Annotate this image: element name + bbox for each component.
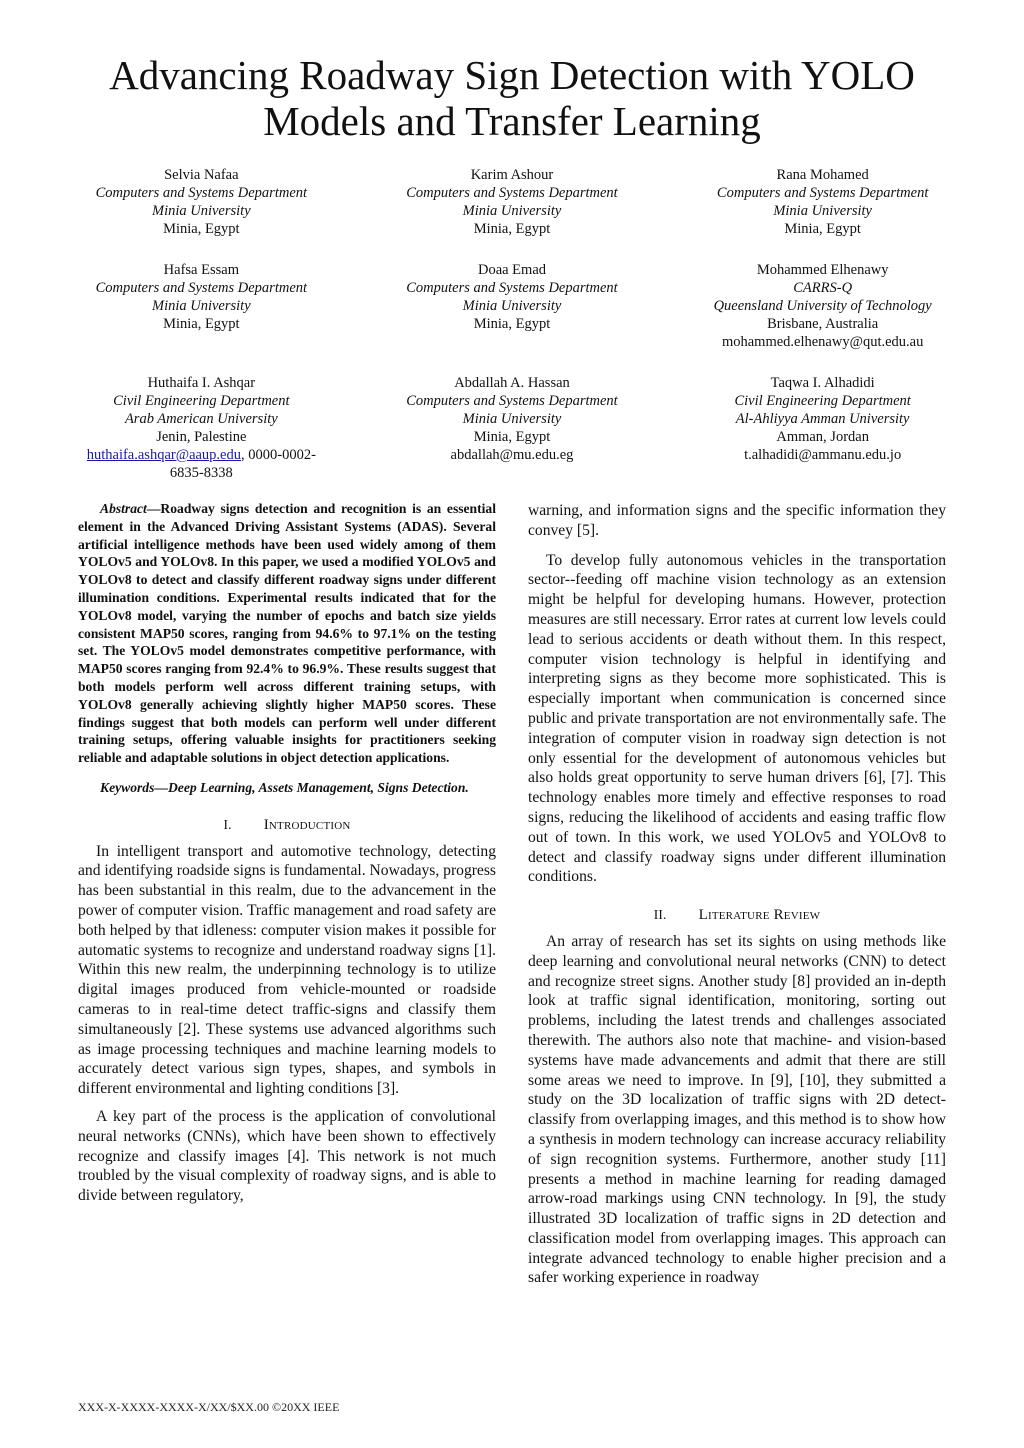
author-contact xyxy=(46,446,357,464)
author-org: Minia University xyxy=(462,411,562,427)
author-dept: Computers and Systems Department xyxy=(95,185,308,201)
right-column xyxy=(528,501,946,1288)
title-line-2: Models and Transfer Learning xyxy=(263,98,761,144)
author-name: Huthaifa I. Ashqar xyxy=(147,375,256,391)
author-block xyxy=(667,166,978,238)
author-orcid-cont: 6835-8338 xyxy=(169,465,233,481)
author-email: mohammed.elhenawy@qut.edu.au xyxy=(721,334,924,350)
right-paragraph-2: To develop fully autonomous vehicles in the transportation sector--feeding off machine vision technology as an extension might be helpful for developing humans. However, protection measures are still necessary. Error rates at current low levels could lead to serious accidents or death without them. In this respect, computer vision technology is helpful in identifying and interpreting signs as they become more sophisticated. This is especially important when communication is concerned since public and private transportation are not environmentally safe. The integration of computer vision in roadway sign detection is not only essential for the development of autonomous vehicles but also holds great opportunity to serve human drivers [6], [7]. This technology enables more timely and effective responses to road signs, reducing the likelihood of accidents and easing traffic flow out of town. In this work, we used YOLOv5 and YOLOv8 to detect and classify roadway signs under different illumination conditions. xyxy=(528,551,946,886)
intro-paragraph-2: A key part of the process is the application of convolutional neural networks (CNNs), which have been shown to effectively recognize and classify images [4]. This network is not much troubled by the visual complexity of roadway signs, and is able to divide between regulatory, xyxy=(78,1107,496,1205)
author-name: Selvia Nafaa xyxy=(164,167,239,183)
author-name: Doaa Emad xyxy=(477,262,547,278)
author-name: Karim Ashour xyxy=(470,167,554,183)
author-org: Al-Ahliyya Amman University xyxy=(735,411,910,427)
author-block xyxy=(46,374,357,482)
author-dept: CARRS-Q xyxy=(793,280,853,296)
section-title: Introduction xyxy=(263,816,351,833)
author-email: abdallah@mu.edu.eg xyxy=(450,447,574,463)
right-paragraph-continued: warning, and information signs and the specific information they convey [5]. xyxy=(528,502,946,539)
author-block xyxy=(667,261,978,351)
author-org: Minia University xyxy=(462,298,562,314)
section-title: Literature Review xyxy=(698,907,821,924)
paper-title xyxy=(60,52,964,144)
title-line-1: Advancing Roadway Sign Detection with YOLO xyxy=(109,52,915,98)
author-org: Minia University xyxy=(773,203,872,219)
author-dept: Computers and Systems Department xyxy=(406,185,618,201)
intro-paragraph-1: In intelligent transport and automotive technology, detecting and identifying roadside signs is fundamental. Nowadays, progress has been substantial in this realm, due to the advancement in the power of computer vision. Traffic management and road safety are both helped by that idleness: computer vision makes it possible for automatic systems to recognize and understand roadway signs [1]. Within this new realm, the underpinning technology is to utilize digital images produced from vehicle-mounted or roadside cameras to in real-time detect traffic-signs and classify them simultaneously [2]. These systems use advanced algorithms such as image processing techniques and machine learning models to accurately detect various sign types, shapes, and symbols in different environmental and lighting conditions [3]. xyxy=(78,842,496,1098)
author-dept: Computers and Systems Department xyxy=(95,280,308,296)
section-heading-literature-review xyxy=(528,905,946,926)
author-location: Minia, Egypt xyxy=(163,221,240,237)
author-org: Minia University xyxy=(151,298,251,314)
author-name: Abdallah A. Hassan xyxy=(454,375,570,391)
abstract-lead: Abstract xyxy=(100,501,147,516)
author-email: t.alhadidi@ammanu.edu.jo xyxy=(744,447,902,463)
author-orcid: , 0000-0002- xyxy=(241,447,316,463)
author-block xyxy=(667,374,978,482)
author-location: Minia, Egypt xyxy=(163,316,240,332)
section-heading-introduction xyxy=(78,815,496,836)
author-org: Arab American University xyxy=(124,411,278,427)
abstract xyxy=(78,500,496,767)
author-location: Amman, Jordan xyxy=(776,429,869,445)
author-dept: Civil Engineering Department xyxy=(113,393,290,409)
section-number: II. xyxy=(653,907,667,923)
author-email-link[interactable]: huthaifa.ashqar@aaup.edu xyxy=(86,447,241,463)
author-block xyxy=(46,261,357,351)
copyright-footer: XXX-X-XXXX-XXXX-X/XX/$XX.00 ©20XX IEEE xyxy=(78,1400,340,1414)
author-location: Minia, Egypt xyxy=(473,221,551,237)
author-block xyxy=(357,261,668,351)
author-block xyxy=(357,166,668,238)
author-location: Minia, Egypt xyxy=(473,429,551,445)
author-name: Mohammed Elhenawy xyxy=(756,262,889,278)
author-row-2 xyxy=(46,261,978,351)
author-name: Hafsa Essam xyxy=(163,262,239,278)
literature-paragraph-1: An array of research has set its sights on using methods like deep learning and convolutional neural networks (CNN) to detect and recognize street signs. Another study [8] provided an in-depth look at traffic signal identification, monitoring, sorting out problems, including the latest trends and challenges associated therewith. The authors also note that machine- and vision-based systems have made advancements and admit that there are still some areas we need to improve. In [9], [10], they submitted a study on the 3D localization of traffic signs with 2D detect-classify from overlapping images, and this method is to show how a synthesis in modern technology can increase accuracy reliability of sign recognition systems. Furthermore, another study [11] presents a method in machine learning for reading damaged arrow-road markings using CNN technology. In [9], the study illustrated 3D localization of traffic signs in 2D detection and classification model from overlapping images. This approach can integrate advanced technology to enable higher precision and a safer working experience in roadway xyxy=(528,932,946,1287)
author-location: Minia, Egypt xyxy=(473,316,551,332)
author-location: Minia, Egypt xyxy=(784,221,861,237)
abstract-text: —Roadway signs detection and recognition is an essential element in the Advanced Driving Assistant Systems (ADAS). Several artificial intelligence methods have been used widely among of them YOLOv5 and YOLOv8. In this paper, we used a modified YOLOv5 and YOLOv8 to detect and classify different roadway signs under different illumination conditions. Experimental results indicated that for the YOLOv8 model, varying the number of epochs and batch size yields consistent MAP50 scores, ranging from 94.6% to 97.1% on the testing set. The YOLOv5 model demonstrates competitive performance, with MAP50 scores ranging from 92.4% to 96.9%. These results suggest that both models perform well across different training setups, with YOLOv8 generally achieving slightly higher MAP50 scores. These findings suggest that both models can perform well under different training setups, offering valuable insights for practitioners seeking reliable and adaptable solutions in object detection applications. xyxy=(78,501,496,766)
author-location: Jenin, Palestine xyxy=(156,429,247,445)
author-dept: Computers and Systems Department xyxy=(406,393,618,409)
author-dept: Civil Engineering Department xyxy=(734,393,911,409)
section-number: I. xyxy=(223,816,232,832)
author-block xyxy=(357,374,668,482)
author-name: Rana Mohamed xyxy=(776,167,869,183)
author-name: Taqwa I. Alhadidi xyxy=(770,375,875,391)
author-block xyxy=(46,166,357,238)
author-dept: Computers and Systems Department xyxy=(406,280,618,296)
author-row-1 xyxy=(46,166,978,238)
author-dept: Computers and Systems Department xyxy=(716,185,929,201)
author-location: Brisbane, Australia xyxy=(767,316,879,332)
author-row-3 xyxy=(46,374,978,482)
keywords: Keywords—Deep Learning, Assets Management, Signs Detection. xyxy=(100,779,469,795)
author-org: Queensland University of Technology xyxy=(713,298,932,314)
author-org: Minia University xyxy=(151,203,251,219)
left-column xyxy=(78,500,496,1206)
author-org: Minia University xyxy=(462,203,562,219)
